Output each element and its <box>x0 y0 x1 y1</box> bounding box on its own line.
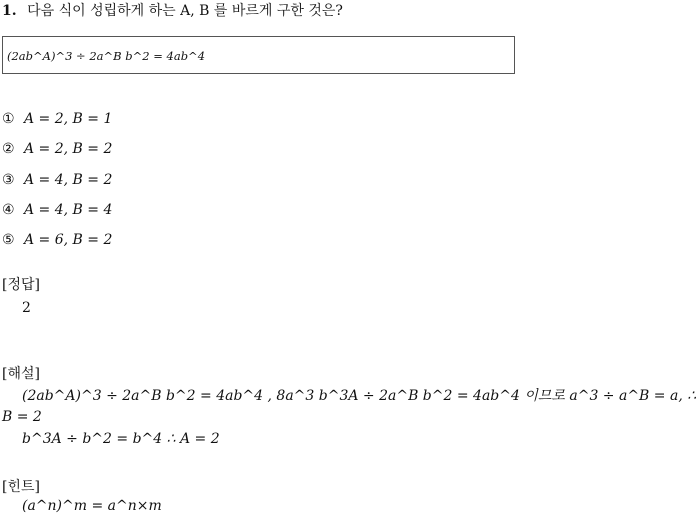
option-text: A = 4, B = 2 <box>24 172 113 188</box>
hint-text: (a^n)^m = a^n×m <box>22 498 162 514</box>
explanation-line-3: b^3A ÷ b^2 = b^4 ∴ A = 2 <box>22 431 220 447</box>
explanation-line-2: B = 2 <box>2 409 42 425</box>
option-1[interactable] <box>2 111 112 127</box>
option-marker: ① <box>2 111 15 127</box>
option-5[interactable] <box>2 232 112 248</box>
question-title <box>2 0 343 20</box>
option-text: A = 6, B = 2 <box>24 232 113 248</box>
option-4[interactable] <box>2 202 112 218</box>
option-marker: ④ <box>2 202 15 218</box>
answer-label: [정답] <box>2 277 40 293</box>
option-2[interactable] <box>2 141 112 157</box>
answer-value: 2 <box>22 300 31 316</box>
option-marker: ② <box>2 141 15 157</box>
expression-box <box>2 36 515 74</box>
explanation-line-1: (2ab^A)^3 ÷ 2a^B b^2 = 4ab^4 , 8a^3 b^3A ÷ 2a^B b^2 = 4ab^4 이므로 a^3 ÷ a^B = a, ∴ <box>22 388 696 404</box>
hint-label: [힌트] <box>2 479 40 495</box>
question-number: 1. <box>2 3 17 19</box>
option-text: A = 2, B = 2 <box>24 141 113 157</box>
option-marker: ③ <box>2 172 15 188</box>
question-text: 다음 식이 성립하게 하는 A, B 를 바르게 구한 것은? <box>27 3 343 19</box>
option-text: A = 2, B = 1 <box>24 111 113 127</box>
explanation-label: [해설] <box>2 366 40 382</box>
expression: (2ab^A)^3 ÷ 2a^B b^2 = 4ab^4 <box>7 49 206 63</box>
option-text: A = 4, B = 4 <box>24 202 113 218</box>
option-3[interactable] <box>2 172 112 188</box>
option-marker: ⑤ <box>2 232 15 248</box>
